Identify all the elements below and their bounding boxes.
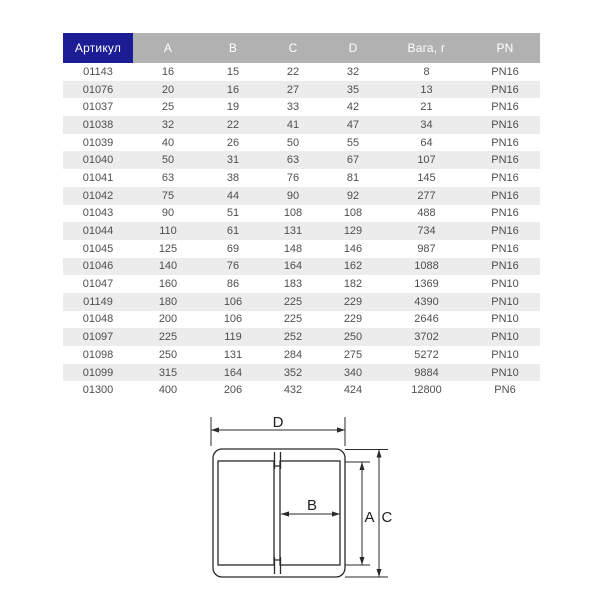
table-row bbox=[63, 98, 540, 116]
table-cell: 8 bbox=[423, 65, 430, 78]
table-row bbox=[63, 187, 540, 205]
table-cell: PN10 bbox=[491, 313, 519, 326]
table-cell: 206 bbox=[223, 384, 243, 397]
table-cell: 1088 bbox=[414, 260, 439, 273]
table-cell: PN16 bbox=[491, 154, 519, 167]
table-cell: 90 bbox=[286, 189, 300, 202]
table-cell: 01041 bbox=[82, 171, 114, 184]
table-cell: 107 bbox=[417, 154, 436, 167]
table-cell: 35 bbox=[346, 83, 360, 96]
table-cell: 41 bbox=[286, 118, 300, 131]
table-cell: PN16 bbox=[491, 83, 519, 96]
table-cell: 106 bbox=[223, 313, 243, 326]
table-cell: 250 bbox=[343, 331, 363, 344]
table-cell: 16 bbox=[226, 83, 240, 96]
table-cell: 31 bbox=[226, 154, 240, 167]
coupling-drawing bbox=[140, 400, 460, 600]
table-cell: 90 bbox=[161, 207, 175, 220]
dim-label-d: D bbox=[272, 414, 284, 431]
table-row bbox=[63, 311, 540, 329]
table-cell: 106 bbox=[223, 295, 243, 308]
table-cell: 01037 bbox=[82, 101, 114, 114]
table-cell: 61 bbox=[226, 225, 240, 238]
table-cell: 55 bbox=[346, 136, 360, 149]
table-cell: 01048 bbox=[82, 313, 114, 326]
table-cell: 432 bbox=[283, 384, 303, 397]
table-cell: 488 bbox=[417, 207, 436, 220]
table-row bbox=[63, 222, 540, 240]
table-cell: 284 bbox=[283, 348, 303, 361]
table-cell: 01038 bbox=[82, 118, 114, 131]
table-cell: 160 bbox=[158, 278, 178, 291]
table-cell: 01043 bbox=[82, 207, 114, 220]
table-cell: 01097 bbox=[82, 331, 114, 344]
table-cell: PN10 bbox=[491, 278, 519, 291]
dim-label-b: B bbox=[306, 497, 318, 514]
spec-table bbox=[63, 33, 540, 399]
table-cell: 734 bbox=[417, 225, 436, 238]
table-cell: 315 bbox=[158, 366, 178, 379]
table-cell: PN16 bbox=[491, 225, 519, 238]
table-cell: 225 bbox=[283, 313, 303, 326]
table-cell: PN16 bbox=[491, 242, 519, 255]
table-cell: 34 bbox=[420, 118, 433, 131]
table-cell: 108 bbox=[343, 207, 363, 220]
table-cell: 225 bbox=[283, 295, 303, 308]
table-cell: PN16 bbox=[491, 136, 519, 149]
table-cell: PN16 bbox=[491, 207, 519, 220]
table-cell: 140 bbox=[158, 260, 178, 273]
table-cell: 01143 bbox=[83, 65, 113, 78]
table-cell: 67 bbox=[346, 154, 360, 167]
table-cell: 164 bbox=[283, 260, 303, 273]
table-cell: PN16 bbox=[491, 189, 519, 202]
table-header-weight: Вага, г bbox=[407, 41, 446, 55]
table-cell: 50 bbox=[286, 136, 300, 149]
table-cell: PN16 bbox=[491, 171, 519, 184]
table-cell: 22 bbox=[286, 65, 300, 78]
table-cell: 01098 bbox=[82, 348, 114, 361]
table-header-row bbox=[63, 33, 540, 63]
table-cell: 146 bbox=[343, 242, 363, 255]
table-header-article: Артикул bbox=[63, 33, 133, 63]
table-cell: 183 bbox=[283, 278, 303, 291]
table-row bbox=[63, 205, 540, 223]
table-cell: 01149 bbox=[83, 295, 113, 308]
table-cell: 131 bbox=[283, 225, 303, 238]
table-cell: 15 bbox=[226, 65, 240, 78]
table-cell: 63 bbox=[286, 154, 300, 167]
table-cell: 81 bbox=[346, 171, 360, 184]
table-header-a: A bbox=[163, 41, 173, 55]
table-cell: 22 bbox=[226, 118, 240, 131]
table-cell: 69 bbox=[226, 242, 240, 255]
table-cell: 32 bbox=[346, 65, 360, 78]
coupling-diagram bbox=[140, 400, 460, 600]
coupling-left-bore bbox=[218, 461, 274, 565]
table-row bbox=[63, 63, 540, 81]
table-cell: 42 bbox=[346, 101, 360, 114]
table-cell: 164 bbox=[223, 366, 243, 379]
table-cell: 01039 bbox=[82, 136, 114, 149]
table-row bbox=[63, 134, 540, 152]
table-cell: 182 bbox=[343, 278, 363, 291]
table-cell: 19 bbox=[226, 101, 240, 114]
table-cell: 987 bbox=[417, 242, 436, 255]
table-cell: 129 bbox=[343, 225, 363, 238]
table-row bbox=[63, 240, 540, 258]
table-cell: 229 bbox=[343, 295, 363, 308]
table-cell: 250 bbox=[158, 348, 178, 361]
table-cell: 131 bbox=[223, 348, 243, 361]
table-row bbox=[63, 328, 540, 346]
table-cell: 13 bbox=[420, 83, 433, 96]
table-cell: 76 bbox=[226, 260, 240, 273]
table-cell: 01047 bbox=[82, 278, 114, 291]
table-cell: 4390 bbox=[414, 295, 439, 308]
table-row bbox=[63, 275, 540, 293]
table-cell: 125 bbox=[158, 242, 178, 255]
table-cell: 01040 bbox=[82, 154, 114, 167]
table-cell: 86 bbox=[226, 278, 240, 291]
table-cell: 148 bbox=[283, 242, 303, 255]
table-cell: 01042 bbox=[82, 189, 114, 202]
table-body bbox=[63, 63, 540, 399]
table-row bbox=[63, 381, 540, 399]
table-cell: 200 bbox=[158, 313, 178, 326]
dim-label-a: A bbox=[364, 509, 375, 526]
table-cell: 180 bbox=[158, 295, 178, 308]
table-cell: PN10 bbox=[491, 366, 519, 379]
table-row bbox=[63, 81, 540, 99]
table-cell: 01044 bbox=[82, 225, 114, 238]
table-cell: PN10 bbox=[491, 331, 519, 344]
table-cell: 47 bbox=[346, 118, 360, 131]
table-cell: 424 bbox=[343, 384, 363, 397]
table-cell: 01046 bbox=[82, 260, 114, 273]
table-row bbox=[63, 151, 540, 169]
table-cell: PN16 bbox=[491, 260, 519, 273]
table-row bbox=[63, 364, 540, 382]
table-cell: 9884 bbox=[414, 366, 439, 379]
table-cell: 26 bbox=[226, 136, 240, 149]
table-header-d: D bbox=[348, 41, 358, 55]
table-cell: 119 bbox=[224, 331, 242, 344]
table-cell: 225 bbox=[158, 331, 178, 344]
table-header-c: C bbox=[288, 41, 298, 55]
table-cell: PN10 bbox=[491, 348, 519, 361]
table-cell: 33 bbox=[286, 101, 300, 114]
table-cell: 38 bbox=[226, 171, 240, 184]
table-cell: 400 bbox=[158, 384, 178, 397]
table-cell: 2646 bbox=[414, 313, 439, 326]
table-cell: 01099 bbox=[82, 366, 114, 379]
table-cell: 20 bbox=[161, 83, 175, 96]
table-cell: 162 bbox=[343, 260, 363, 273]
table-cell: 229 bbox=[343, 313, 363, 326]
table-cell: 21 bbox=[420, 101, 433, 114]
table-cell: PN10 bbox=[491, 295, 519, 308]
table-row bbox=[63, 346, 540, 364]
table-row bbox=[63, 258, 540, 276]
table-cell: 01045 bbox=[82, 242, 114, 255]
table-cell: 1369 bbox=[414, 278, 439, 291]
table-cell: 108 bbox=[283, 207, 303, 220]
table-cell: 44 bbox=[226, 189, 240, 202]
table-cell: 92 bbox=[346, 189, 360, 202]
table-cell: 25 bbox=[161, 101, 175, 114]
table-cell: 50 bbox=[161, 154, 175, 167]
table-row bbox=[63, 169, 540, 187]
table-cell: 51 bbox=[226, 207, 240, 220]
table-cell: 3702 bbox=[414, 331, 439, 344]
table-header-b: B bbox=[228, 41, 238, 55]
table-cell: 277 bbox=[417, 189, 436, 202]
table-cell: 352 bbox=[283, 366, 303, 379]
table-cell: 63 bbox=[161, 171, 175, 184]
table-cell: 16 bbox=[161, 65, 175, 78]
table-cell: 12800 bbox=[411, 384, 442, 397]
table-cell: PN16 bbox=[491, 101, 519, 114]
table-cell: 145 bbox=[417, 171, 436, 184]
table-cell: PN16 bbox=[491, 65, 519, 78]
dim-label-c: C bbox=[381, 509, 393, 526]
coupling-outer-body bbox=[213, 449, 345, 577]
table-cell: 01076 bbox=[82, 83, 114, 96]
table-cell: 64 bbox=[420, 136, 433, 149]
table-cell: 40 bbox=[161, 136, 175, 149]
table-cell: PN16 bbox=[491, 118, 519, 131]
table-header-pn: PN bbox=[496, 41, 514, 55]
table-row bbox=[63, 116, 540, 134]
table-cell: 275 bbox=[343, 348, 363, 361]
table-cell: 340 bbox=[343, 366, 363, 379]
table-cell: 32 bbox=[161, 118, 175, 131]
table-cell: 76 bbox=[286, 171, 300, 184]
table-cell: 110 bbox=[159, 225, 177, 238]
table-cell: PN6 bbox=[494, 384, 516, 397]
table-cell: 01300 bbox=[82, 384, 114, 397]
table-cell: 252 bbox=[283, 331, 303, 344]
table-cell: 27 bbox=[286, 83, 300, 96]
table-row bbox=[63, 293, 540, 311]
table-cell: 5272 bbox=[414, 348, 439, 361]
table-cell: 75 bbox=[161, 189, 175, 202]
